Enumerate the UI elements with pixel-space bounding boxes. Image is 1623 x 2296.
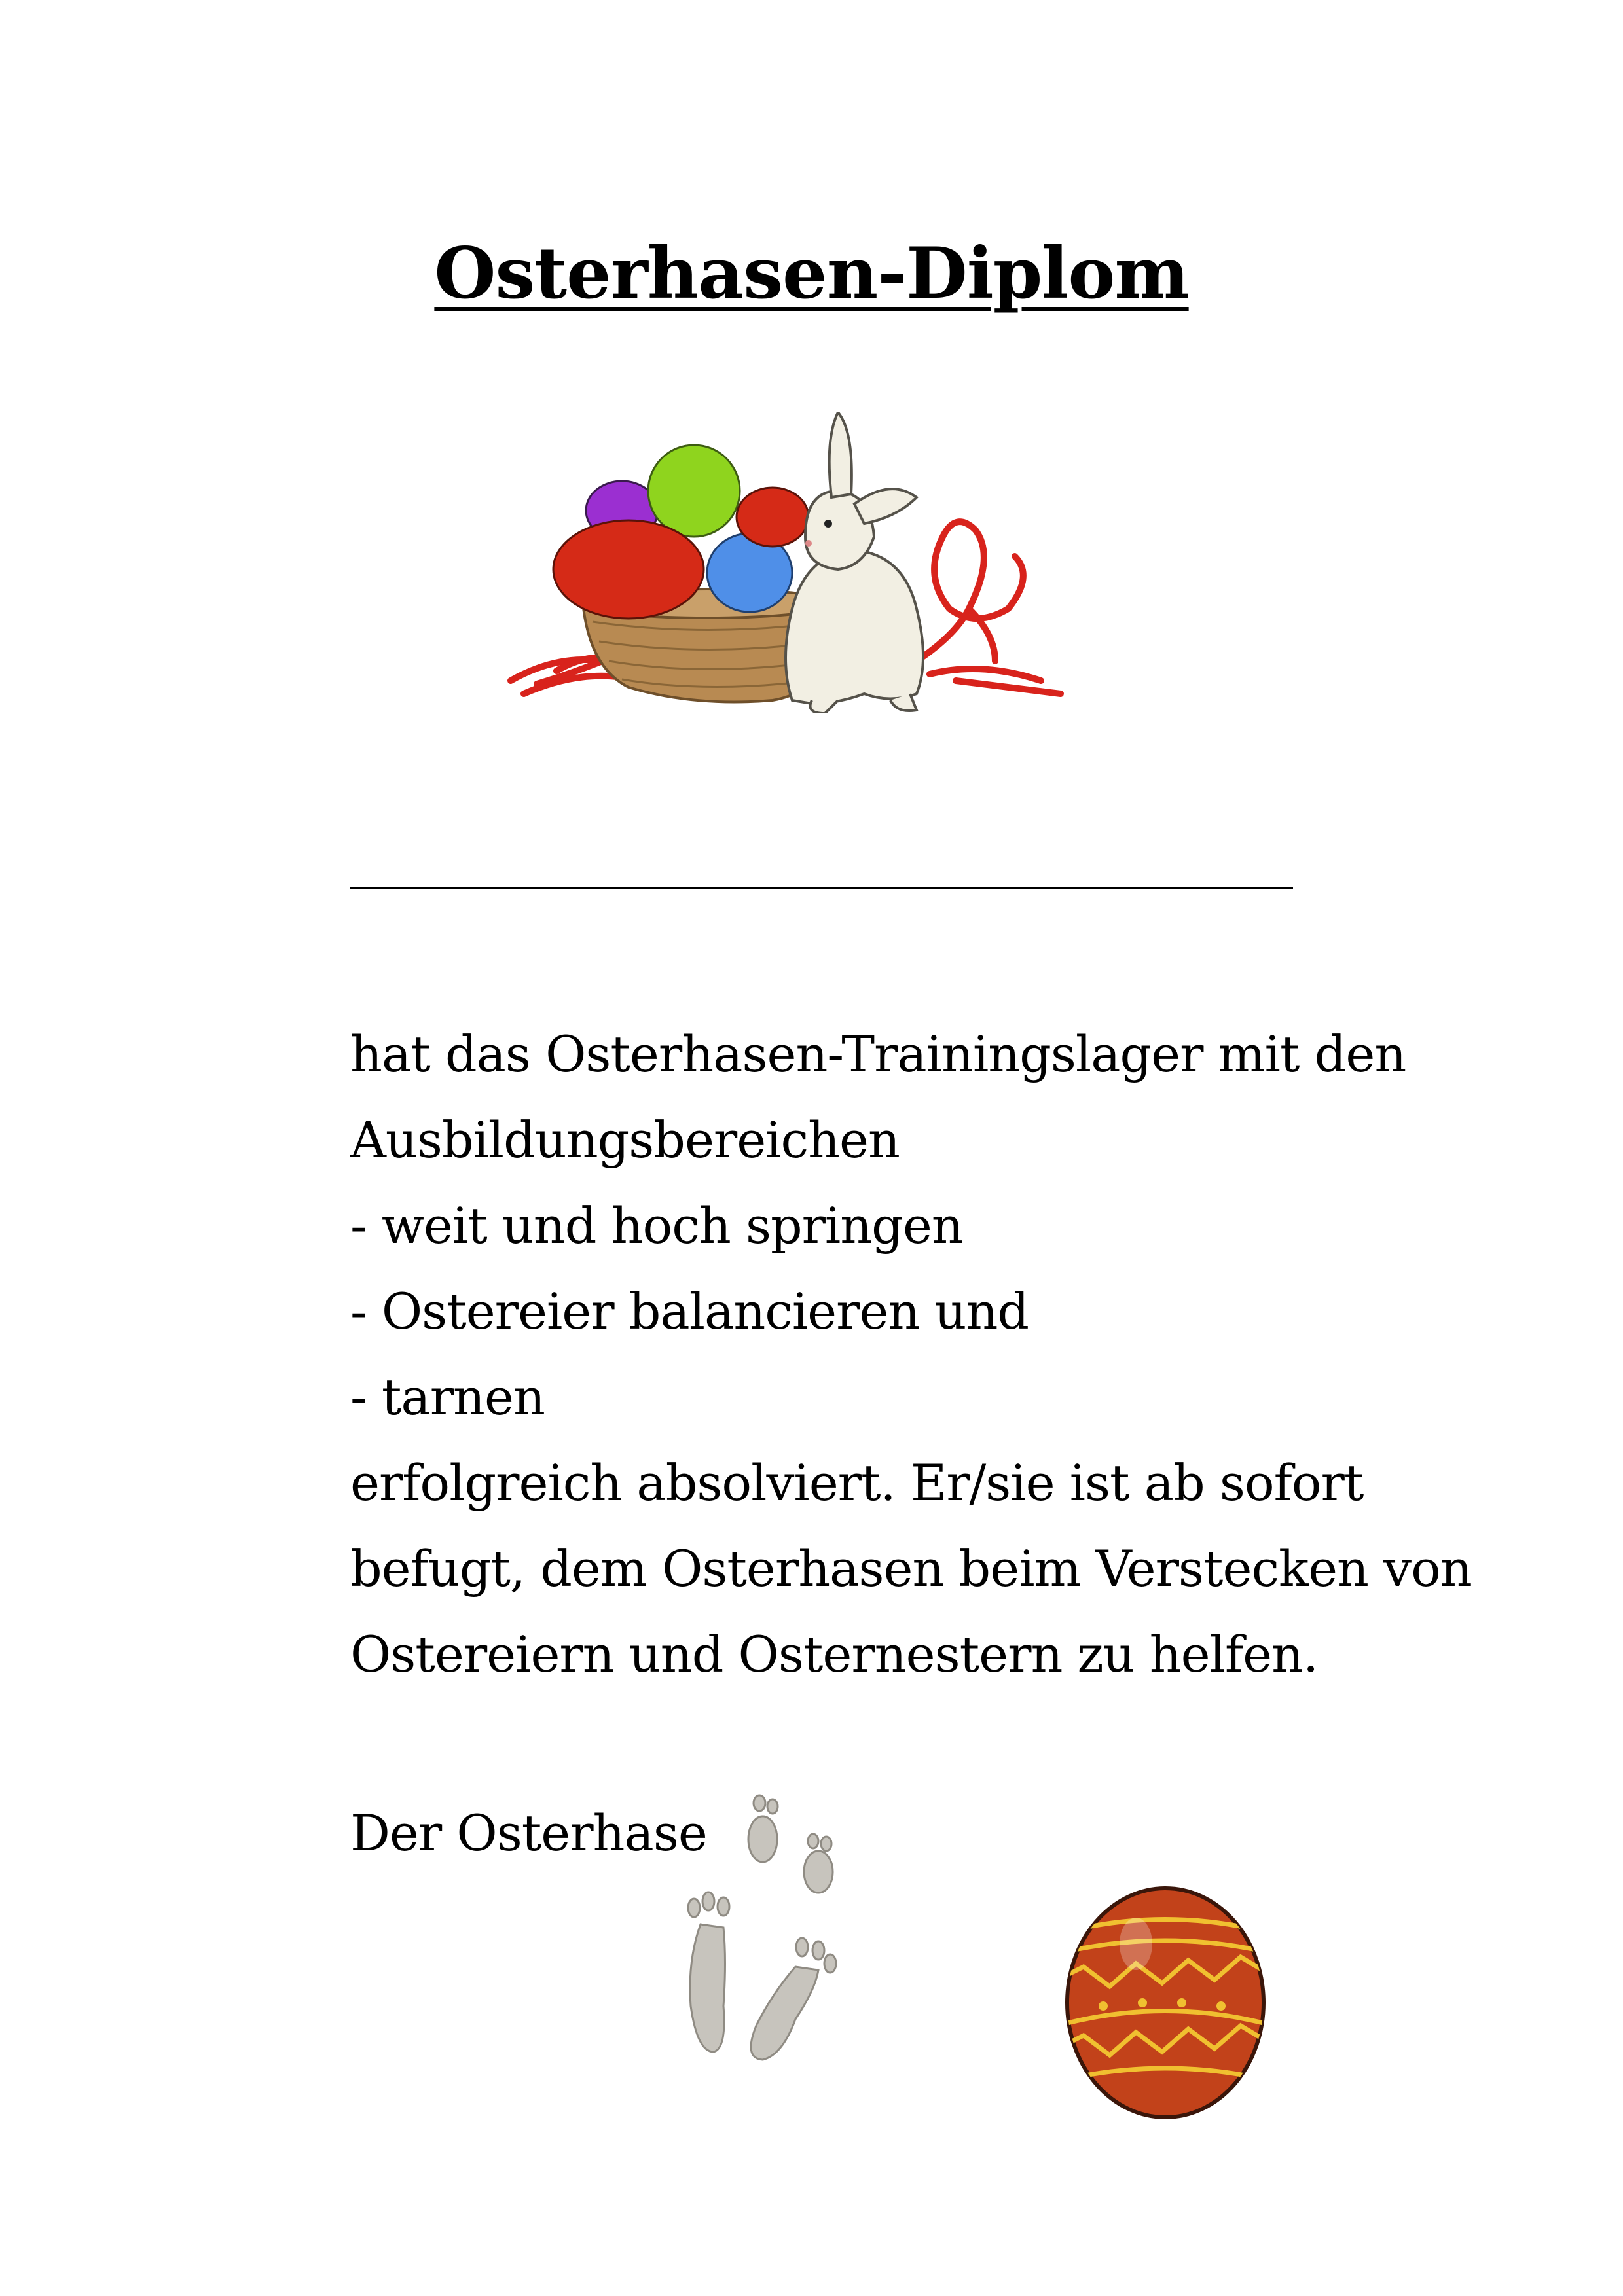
- bunny-basket-illustration: [498, 412, 1100, 713]
- name-line: [350, 887, 1293, 889]
- page-title: Osterhasen-Diplom: [434, 232, 1189, 315]
- body-line: hat das Osterhasen-Trainingslager mit den: [350, 1025, 1406, 1083]
- green-egg-icon: [648, 445, 740, 537]
- body-line: erfolgreich absolviert. Er/sie ist ab sofort: [350, 1454, 1364, 1512]
- signature: Der Osterhase: [350, 1804, 707, 1862]
- body-line: - weit und hoch springen: [350, 1196, 963, 1255]
- body-line: Ostereiern und Osternestern zu helfen.: [350, 1625, 1319, 1683]
- red-egg-icon: [553, 520, 704, 619]
- body-line: befugt, dem Osterhasen beim Verstecken von: [350, 1539, 1472, 1598]
- body-line: - Ostereier balancieren und: [350, 1282, 1029, 1340]
- decorated-egg-icon: [1057, 1872, 1273, 2121]
- paw-prints-icon: [661, 1790, 877, 2072]
- body-line: Ausbildungsbereichen: [350, 1111, 900, 1169]
- bunny-icon: [786, 412, 923, 713]
- body-line: - tarnen: [350, 1368, 545, 1426]
- diploma-body: [350, 1011, 1472, 1697]
